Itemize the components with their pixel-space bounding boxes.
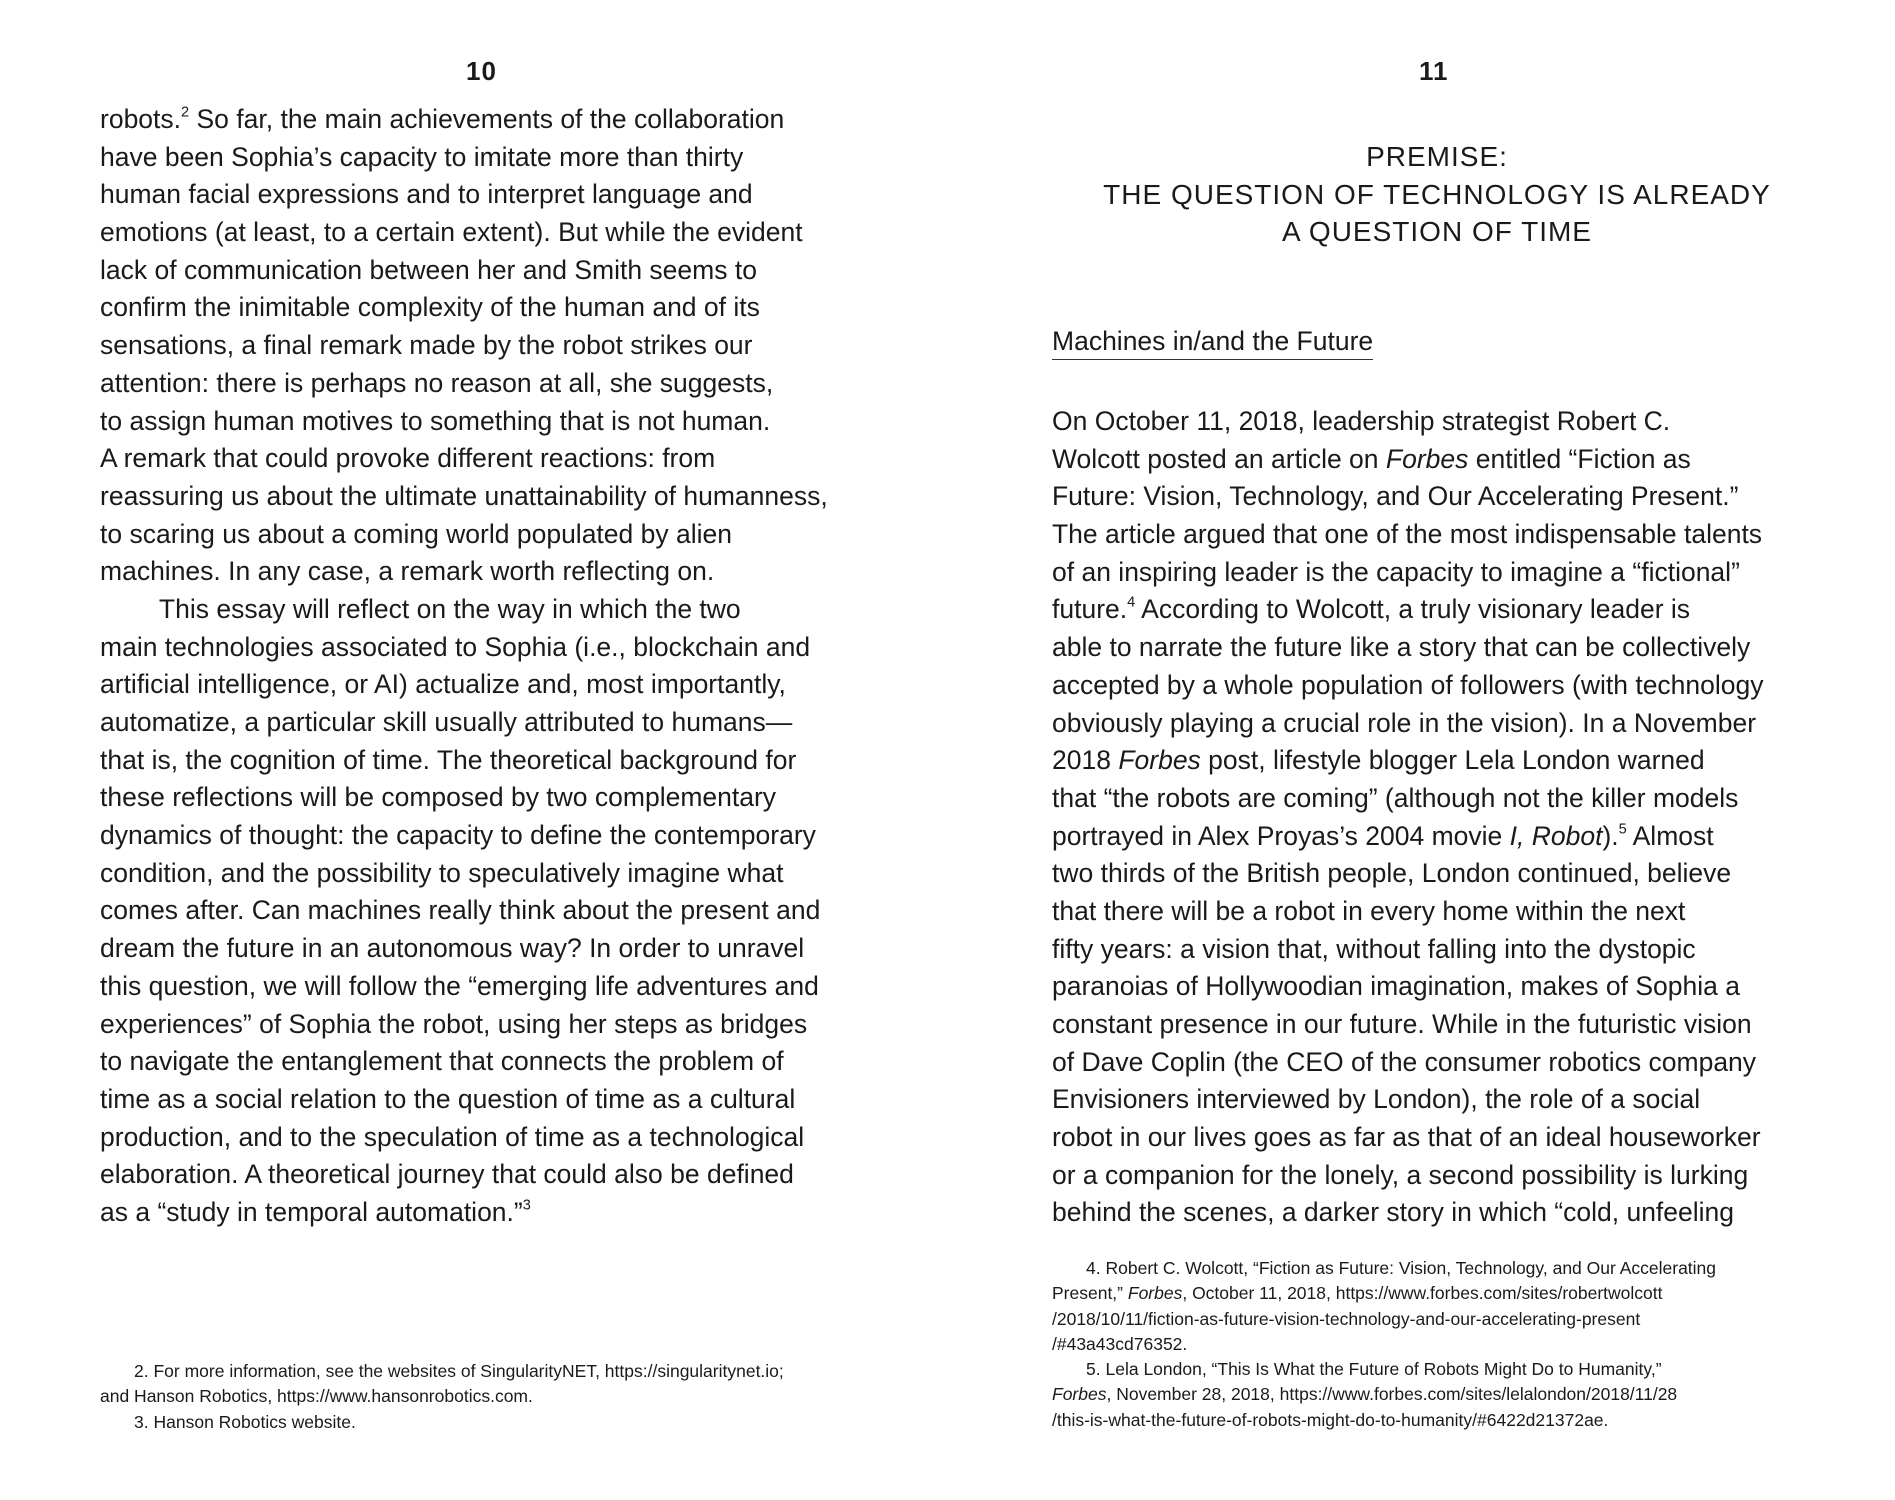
text-run: comes after. Can machines really think about the present and	[100, 895, 821, 926]
page-number: 11	[1419, 56, 1449, 86]
body-text	[1052, 403, 1764, 1232]
text-line	[1052, 403, 1764, 441]
text-line	[100, 779, 828, 817]
text-line	[100, 742, 828, 780]
text-run: This essay will reflect on the way in which the two	[100, 593, 741, 624]
text-line	[100, 365, 828, 403]
text-run: or a companion for the lonely, a second possibility is lurking	[1052, 1159, 1749, 1190]
text-run: constant presence in our future. While in the futuristic vision	[1052, 1009, 1752, 1039]
text-line	[1052, 931, 1764, 969]
page-number: 10	[466, 56, 497, 86]
text-run: entitled “Fiction as	[1468, 443, 1691, 474]
text-run: attention: there is perhaps no reason at all, she suggests,	[100, 367, 774, 398]
text-line	[1052, 1281, 1716, 1306]
left-page	[0, 0, 947, 1500]
text-line	[100, 629, 828, 667]
text-run: lack of communication between her and Smith seems to	[100, 254, 757, 285]
text-run: dream the future in an autonomous way? In order to unravel	[100, 933, 805, 964]
text-line	[1052, 780, 1764, 818]
italic-text: Forbes	[1118, 745, 1201, 776]
text-line	[100, 1119, 828, 1157]
right-page	[947, 0, 1895, 1500]
text-line	[100, 1410, 784, 1435]
text-line	[100, 478, 828, 516]
text-run: this question, we will follow the “emerging life adventures and	[100, 970, 819, 1001]
text-run: as a “study in temporal automation.”	[100, 1196, 523, 1227]
text-line	[1052, 1194, 1764, 1232]
text-line	[100, 1384, 784, 1409]
text-line	[100, 591, 828, 629]
text-run: production, and to the speculation of time as a technological	[100, 1121, 805, 1152]
body-text	[100, 101, 828, 1232]
text-line	[100, 1156, 828, 1194]
text-line	[1052, 1408, 1716, 1433]
text-line	[1052, 516, 1764, 554]
text-line	[100, 968, 828, 1006]
text-line	[1052, 855, 1764, 893]
text-line	[100, 1194, 828, 1232]
text-run: According to Wolcott, a truly visionary leader is	[1135, 594, 1691, 625]
footnote-ref: 4	[1127, 594, 1136, 611]
text-line	[100, 1359, 784, 1384]
title-line: PREMISE:	[1366, 141, 1508, 172]
text-line	[100, 1081, 828, 1119]
text-run: to assign human motives to something that is not human.	[100, 405, 771, 436]
text-line	[1052, 554, 1764, 592]
text-line	[1052, 441, 1764, 479]
text-line	[100, 327, 828, 365]
footnote-ref: 2	[181, 104, 190, 121]
text-run: /this-is-what-the-future-of-robots-might-do-to-humanity/#6422d21372ae.	[1052, 1409, 1609, 1430]
text-line	[1052, 818, 1764, 856]
text-run: behind the scenes, a darker story in which “cold, unfeeling	[1052, 1197, 1735, 1228]
text-run: Almost	[1626, 820, 1714, 851]
text-run: have been Sophia’s capacity to imitate more than thirty	[100, 141, 744, 172]
text-line	[1052, 629, 1764, 667]
text-run: that is, the cognition of time. The theoretical background for	[100, 744, 797, 775]
text-run: The article argued that one of the most indispensable talents	[1052, 519, 1763, 550]
text-run: two thirds of the British people, London continued, believe	[1052, 858, 1732, 889]
text-line	[1052, 478, 1764, 516]
text-line	[1052, 968, 1764, 1006]
text-line	[100, 101, 828, 139]
text-line	[100, 252, 828, 290]
text-line	[1052, 1332, 1716, 1357]
text-run: able to narrate the future like a story that can be collectively	[1052, 632, 1751, 663]
text-run: dynamics of thought: the capacity to define the contemporary	[100, 820, 816, 851]
text-line	[100, 440, 828, 478]
text-line	[1052, 1081, 1764, 1119]
text-line	[1052, 591, 1764, 629]
text-line	[1052, 1256, 1716, 1281]
text-line	[100, 403, 828, 441]
text-run: paranoias of Hollywoodian imagination, makes of Sophia a	[1052, 971, 1740, 1002]
text-run: main technologies associated to Sophia (i.e., blockchain and	[100, 631, 811, 662]
text-run: /2018/10/11/fiction-as-future-vision-technology-and-our-accelerating-present	[1052, 1308, 1641, 1329]
text-run: /#43a43cd76352.	[1052, 1333, 1188, 1354]
text-line	[1052, 1157, 1764, 1195]
text-run: post, lifestyle blogger Lela London warned	[1200, 745, 1705, 776]
text-run: confirm the inimitable complexity of the human and of its	[100, 292, 760, 323]
text-run: Future: Vision, Technology, and Our Accelerating Present.”	[1052, 481, 1739, 512]
text-line	[100, 704, 828, 742]
chapter-title	[947, 138, 1895, 251]
text-line	[100, 1006, 828, 1044]
text-run: of Dave Coplin (the CEO of the consumer robotics company	[1052, 1046, 1757, 1077]
text-line	[1052, 1044, 1764, 1082]
text-run: condition, and the possibility to speculatively imagine what	[100, 857, 784, 888]
text-run: portrayed in Alex Proyas’s 2004 movie	[1052, 820, 1510, 851]
text-run: elaboration. A theoretical journey that could also be defined	[100, 1159, 794, 1190]
text-run: On October 11, 2018, leadership strategist Robert C.	[1052, 406, 1671, 436]
text-run: accepted by a whole population of followers (with technology	[1052, 669, 1764, 700]
text-line	[100, 214, 828, 252]
text-run: sensations, a final remark made by the robot strikes our	[100, 330, 753, 361]
text-run: reassuring us about the ultimate unattainability of humanness,	[100, 480, 828, 511]
text-run: of an inspiring leader is the capacity to imagine a “fictional”	[1052, 556, 1740, 587]
text-run: 4. Robert C. Wolcott, “Fiction as Future: Vision, Technology, and Our Accelerating	[1052, 1258, 1717, 1278]
text-line	[100, 855, 828, 893]
italic-text: Forbes	[1052, 1384, 1107, 1405]
text-line	[1052, 1307, 1716, 1332]
text-line	[1052, 1382, 1716, 1407]
text-run: Wolcott posted an article on	[1052, 443, 1386, 474]
text-run: Envisioners interviewed by London), the role of a social	[1052, 1084, 1701, 1115]
text-run: 2. For more information, see the websites of SingularityNET, https://singularitynet.io;	[100, 1361, 784, 1381]
text-line	[1052, 1006, 1764, 1044]
title-line: THE QUESTION OF TECHNOLOGY IS ALREADY	[1103, 178, 1771, 210]
text-line	[100, 892, 828, 930]
text-run: A remark that could provoke different reactions: from	[100, 443, 716, 474]
title-line: A QUESTION OF TIME	[1282, 216, 1592, 248]
text-line	[1052, 1119, 1764, 1157]
text-line	[1052, 742, 1764, 780]
text-run: robot in our lives goes as far as that of an ideal houseworker	[1052, 1122, 1761, 1153]
text-run: and Hanson Robotics, https://www.hansonrobotics.com.	[100, 1386, 533, 1407]
text-line	[100, 666, 828, 704]
footnotes	[100, 1359, 784, 1435]
text-run: obviously playing a crucial role in the vision). In a November	[1052, 707, 1757, 738]
text-run: these reflections will be composed by two complementary	[100, 782, 777, 813]
text-line	[100, 139, 828, 177]
text-run: ).	[1602, 820, 1619, 851]
text-line	[100, 817, 828, 855]
text-line	[100, 1043, 828, 1081]
text-run: machines. In any case, a remark worth reflecting on.	[100, 556, 715, 587]
text-line	[100, 930, 828, 968]
text-line	[100, 176, 828, 214]
text-run: Present,”	[1052, 1283, 1128, 1304]
text-run: future.	[1052, 594, 1128, 625]
italic-text: I, Robot	[1509, 820, 1603, 851]
text-line	[100, 553, 828, 591]
text-run: to scaring us about a coming world populated by alien	[100, 518, 732, 549]
text-run: artificial intelligence, or AI) actualize and, most importantly,	[100, 669, 786, 700]
text-line	[1052, 667, 1764, 705]
text-run: , November 28, 2018, https://www.forbes.com/sites/lelalondon/2018/11/28	[1106, 1384, 1678, 1405]
text-run: fifty years: a vision that, without falling into the dystopic	[1052, 933, 1696, 964]
text-run: 3. Hanson Robotics website.	[100, 1411, 356, 1432]
text-run: 2018	[1052, 745, 1119, 776]
text-line	[1052, 893, 1764, 931]
text-line	[1052, 1357, 1716, 1382]
footnote-ref: 3	[522, 1197, 531, 1214]
text-run: time as a social relation to the question of time as a cultural	[100, 1083, 796, 1114]
text-line	[1052, 705, 1764, 743]
text-run: that “the robots are coming” (although not the killer models	[1052, 782, 1739, 813]
footnotes	[1052, 1256, 1716, 1433]
text-run: 5. Lela London, “This Is What the Future of Robots Might Do to Humanity,”	[1052, 1359, 1662, 1380]
text-run: So far, the main achievements of the collaboration	[189, 104, 785, 134]
text-line	[100, 516, 828, 554]
footnote-ref: 5	[1618, 820, 1627, 837]
text-line	[100, 289, 828, 327]
text-run: human facial expressions and to interpret language and	[100, 179, 753, 210]
text-run: emotions (at least, to a certain extent). But while the evident	[100, 217, 803, 248]
text-run: robots.	[100, 104, 182, 134]
section-heading: Machines in/and the Future	[1052, 326, 1373, 360]
text-run: to navigate the entanglement that connects the problem of	[100, 1046, 784, 1077]
text-run: that there will be a robot in every home within the next	[1052, 895, 1686, 926]
text-run: experiences” of Sophia the robot, using her steps as bridges	[100, 1008, 808, 1039]
text-run: automatize, a particular skill usually attributed to humans—	[100, 707, 793, 737]
text-run: , October 11, 2018, https://www.forbes.com/sites/robertwolcott	[1182, 1283, 1663, 1304]
italic-text: Forbes	[1385, 443, 1469, 474]
italic-text: Forbes	[1127, 1283, 1183, 1304]
